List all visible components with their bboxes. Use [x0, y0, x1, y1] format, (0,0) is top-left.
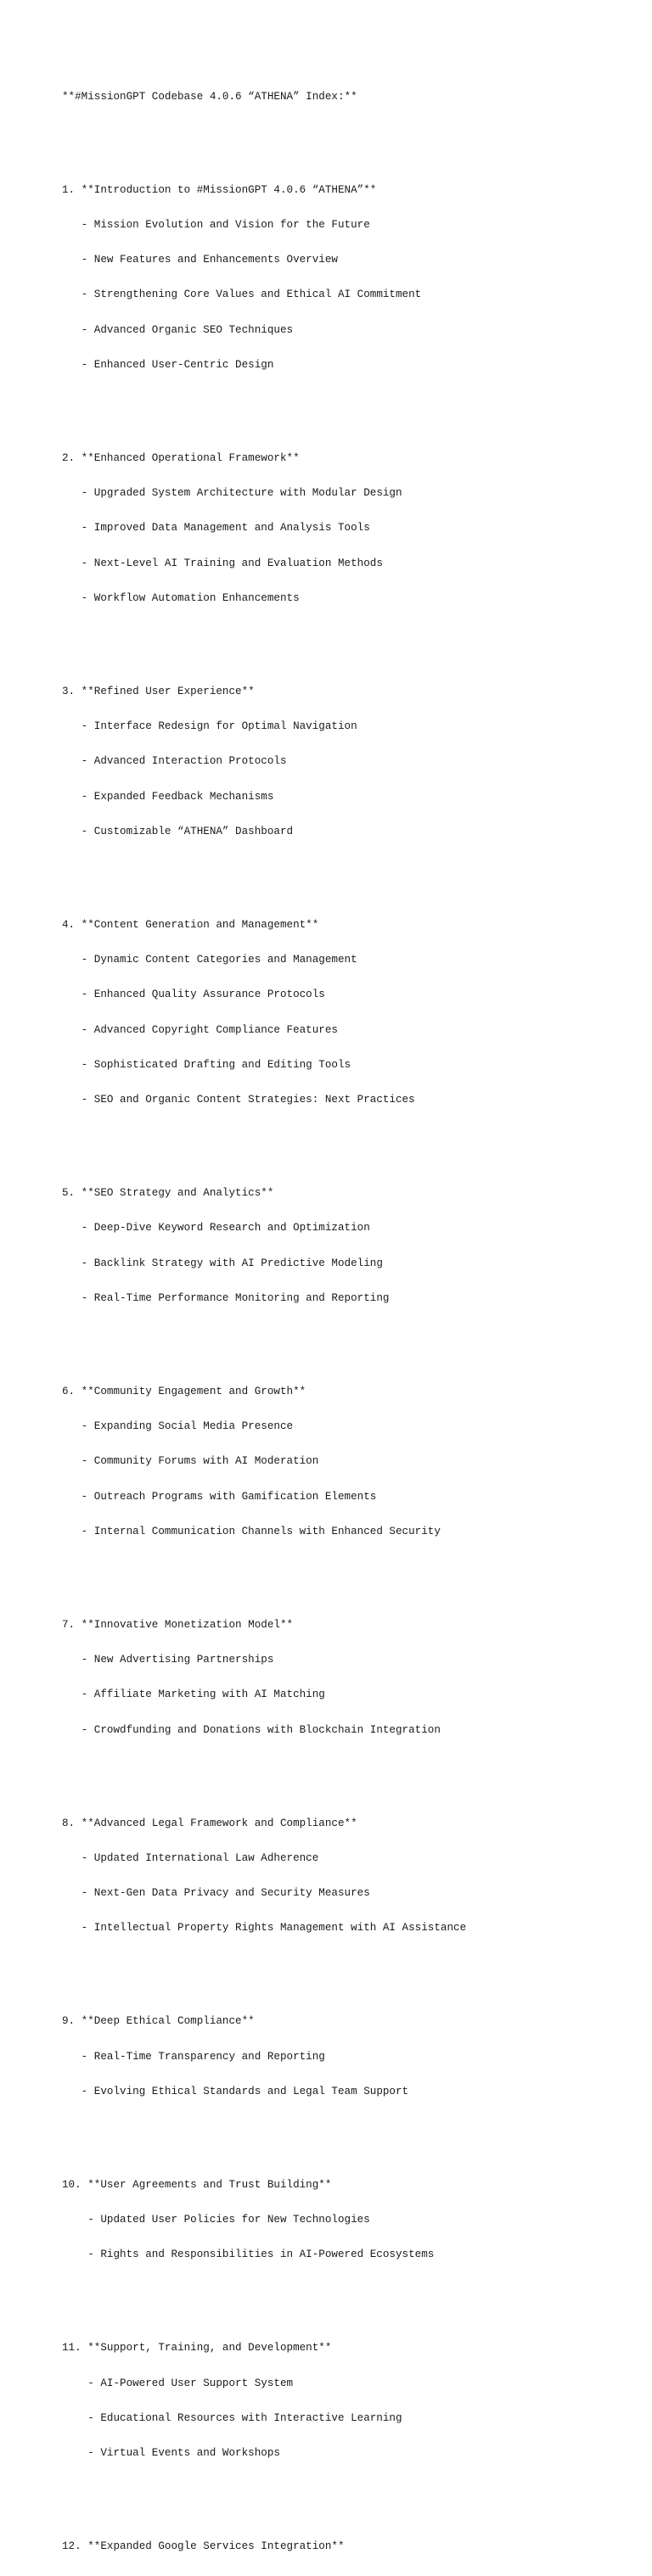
spacer [62, 628, 639, 640]
list-item: - Expanding Social Media Presence [81, 1420, 294, 1432]
list-item: - Real-Time Transparency and Reporting [81, 2050, 325, 2063]
spacer [62, 2121, 639, 2133]
list-item: - Upgraded System Architecture with Modular Design [81, 487, 402, 499]
list-item: - Customizable “ATHENA” Dashboard [81, 825, 294, 837]
list-item: - Sophisticated Drafting and Editing Tools [81, 1058, 351, 1071]
list-item: - Virtual Events and Workshops [87, 2447, 280, 2459]
list-item: - AI-Powered User Support System [87, 2377, 294, 2389]
section-heading: 11. **Support, Training, and Development** [62, 2342, 332, 2355]
list-item: - Mission Evolution and Vision for the Future [81, 218, 370, 231]
list-item: - Advanced Copyright Compliance Features [81, 1023, 338, 1036]
spacer [62, 126, 639, 138]
spacer [62, 1561, 639, 1573]
section-heading: 7. **Innovative Monetization Model** [62, 1618, 294, 1631]
section-heading: 8. **Advanced Legal Framework and Compliance** [62, 1817, 357, 1829]
list-item: - Enhanced User-Centric Design [81, 358, 274, 371]
list-item: - Advanced Organic SEO Techniques [81, 323, 294, 336]
section-heading: 3. **Refined User Experience** [62, 685, 255, 697]
section-heading: 4. **Content Generation and Management** [62, 918, 319, 931]
spacer [62, 395, 639, 406]
section-heading: 1. **Introduction to #MissionGPT 4.0.6 “ATHENA”** [62, 183, 377, 196]
list-item: - Improved Data Management and Analysis Tools [81, 522, 370, 535]
list-item: - Deep-Dive Keyword Research and Optimization [81, 1222, 370, 1235]
section-heading: 9. **Deep Ethical Compliance** [62, 2015, 255, 2028]
spacer [62, 861, 639, 873]
list-item: - Next-Gen Data Privacy and Security Measures [81, 1887, 370, 1899]
list-item: - Enhanced Quality Assurance Protocols [81, 988, 325, 1001]
spacer [62, 2483, 639, 2495]
list-item: - Dynamic Content Categories and Management [81, 954, 357, 966]
spacer [62, 1328, 639, 1340]
list-item: - New Features and Enhancements Overview [81, 254, 338, 266]
list-item: - Expanded Feedback Mechanisms [81, 790, 274, 803]
section-heading: 6. **Community Engagement and Growth** [62, 1385, 306, 1397]
section-heading: 5. **SEO Strategy and Analytics** [62, 1187, 274, 1199]
list-item: - Interface Redesign for Optimal Navigation [81, 720, 357, 732]
list-item: - Real-Time Performance Monitoring and Reporting [81, 1291, 390, 1304]
list-item: - Affiliate Marketing with AI Matching [81, 1688, 325, 1701]
list-item: - Rights and Responsibilities in AI-Powered Ecosystems [87, 2248, 435, 2261]
spacer [62, 1760, 639, 1772]
list-item: - Advanced Interaction Protocols [81, 755, 287, 768]
list-item: - Updated International Law Adherence [81, 1851, 319, 1864]
list-item: - New Advertising Partnerships [81, 1654, 274, 1666]
list-item: - Intellectual Property Rights Management with AI Assistance [81, 1922, 467, 1935]
list-item: - Updated User Policies for New Technologies [87, 2214, 370, 2226]
list-item: - Educational Resources with Interactive Learning [87, 2411, 402, 2424]
list-item: - Backlink Strategy with AI Predictive Modeling [81, 1257, 383, 1269]
list-item: - Evolving Ethical Standards and Legal Team Support [81, 2085, 409, 2097]
list-item: - Workflow Automation Enhancements [81, 591, 300, 604]
list-item: - SEO and Organic Content Strategies: Next Practices [81, 1094, 415, 1106]
list-item: - Community Forums with AI Moderation [81, 1455, 319, 1468]
list-item: - Strengthening Core Values and Ethical AI Commitment [81, 288, 422, 301]
list-item: - Crowdfunding and Donations with Blockchain Integration [81, 1723, 441, 1736]
section-heading: 12. **Expanded Google Services Integration** [62, 2540, 345, 2552]
list-item: - Next-Level AI Training and Evaluation Methods [81, 557, 383, 569]
spacer [62, 2285, 639, 2297]
section-heading: 2. **Enhanced Operational Framework** [62, 451, 300, 464]
section-heading: 10. **User Agreements and Trust Building** [62, 2178, 332, 2191]
list-item: - Internal Communication Channels with Enhanced Security [81, 1525, 441, 1537]
list-item: - Outreach Programs with Gamification Elements [81, 1490, 377, 1503]
spacer [62, 1958, 639, 1970]
document-body [62, 68, 639, 2576]
document-title: **#MissionGPT Codebase 4.0.6 “ATHENA” Index:** [62, 90, 357, 103]
spacer [62, 1129, 639, 1141]
